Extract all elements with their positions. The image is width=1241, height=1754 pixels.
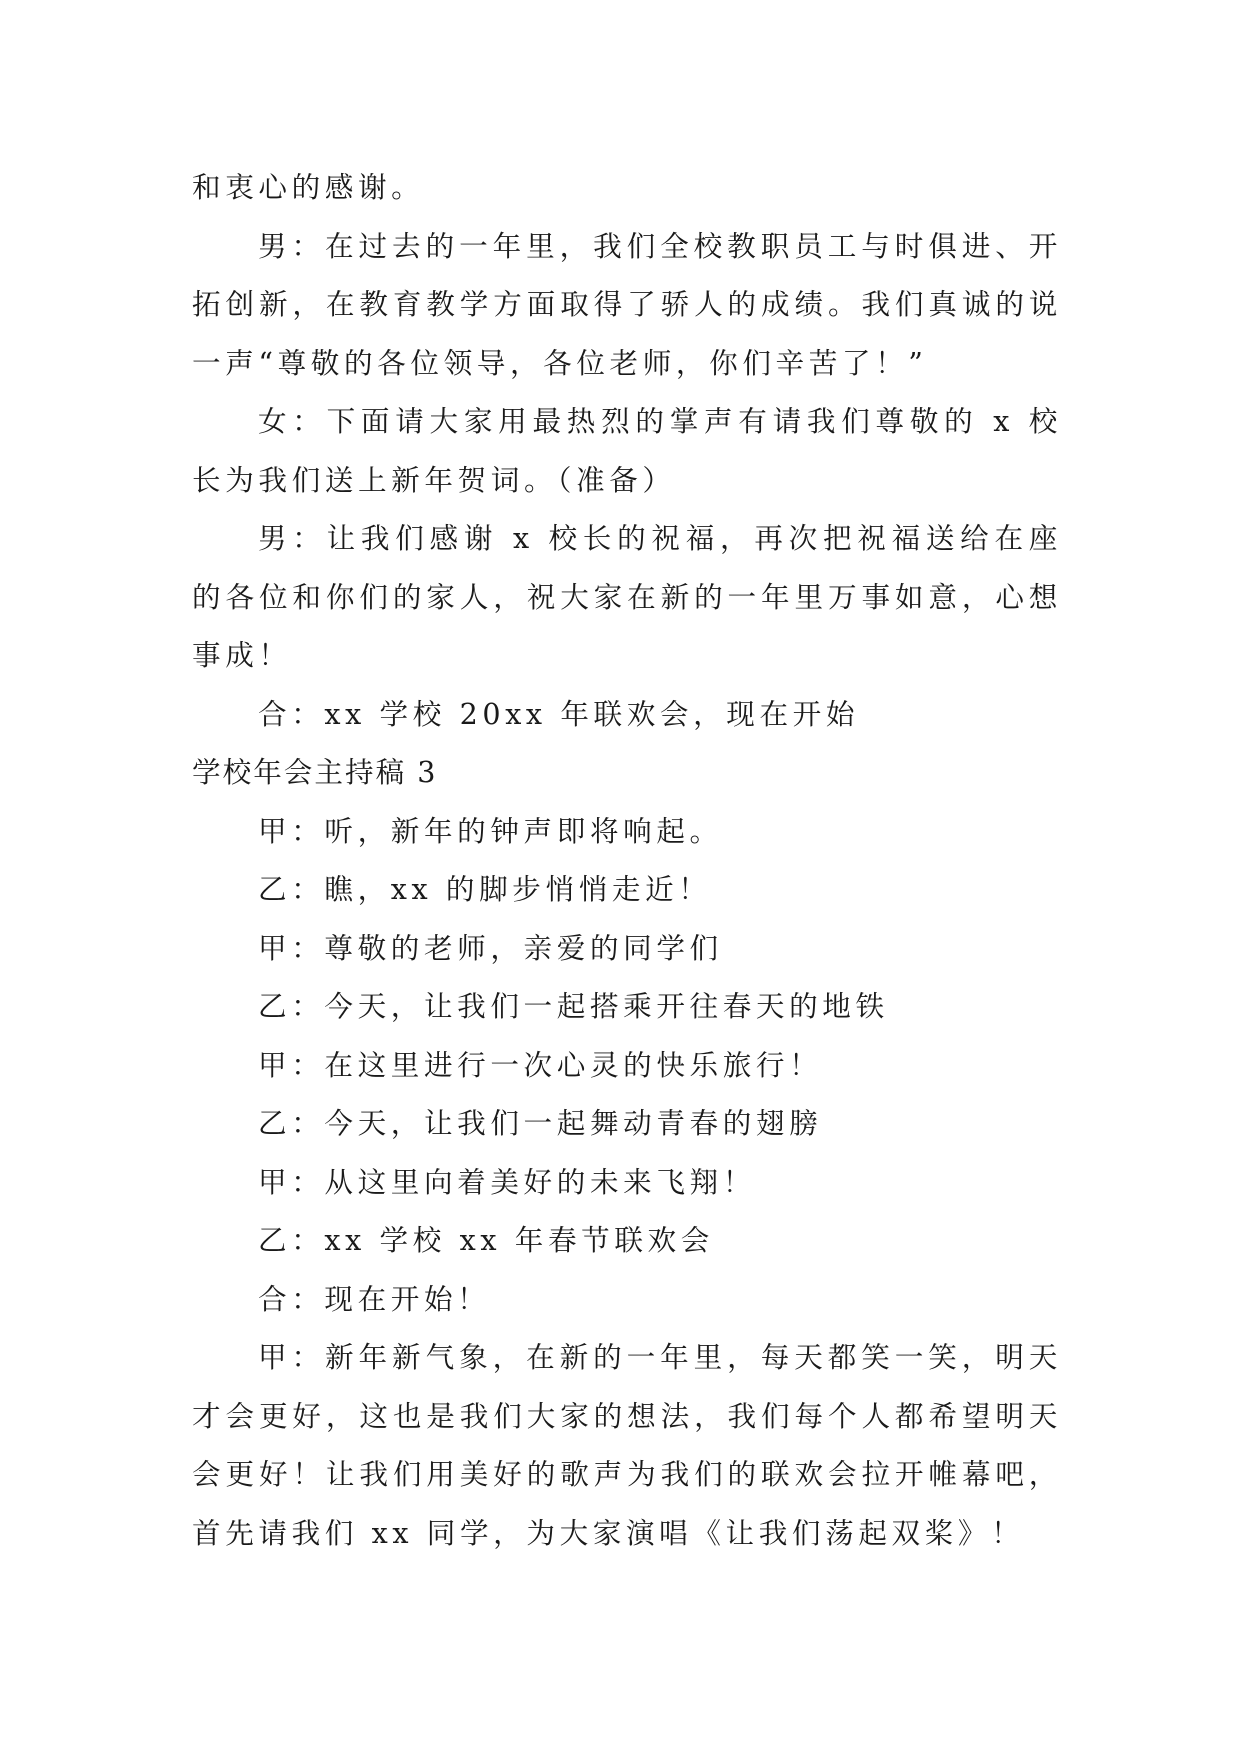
paragraph: 乙：今天，让我们一起搭乘开往春天的地铁 (258, 989, 889, 1023)
paragraph: 乙：今天，让我们一起舞动青春的翅膀 (258, 1106, 823, 1140)
paragraph: 合：xx 学校 20xx 年联欢会，现在开始 (258, 696, 860, 731)
paragraph: 乙：瞧，xx 的脚步悄悄走近！ (258, 872, 712, 906)
paragraph: 甲：新年新气象，在新的一年里，每天都笑一笑，明天才会更好，这也是我们大家的想法，我们每个人都希望明天会更好！让我们用美好的歌声为我们的联欢会拉开帷幕吧，首先请我们 xx 同学，为大家演唱《让我们荡起双桨》！ (192, 1340, 1062, 1550)
paragraph: 甲：尊敬的老师，亲爱的同学们 (258, 930, 723, 965)
paragraph: 和衷心的感谢。 (192, 170, 425, 204)
paragraph: 甲：从这里向着美好的未来飞翔！ (258, 1164, 756, 1199)
paragraph: 甲：在这里进行一次心灵的快乐旅行！ (258, 1047, 823, 1082)
document-page (192, 158, 1062, 1562)
paragraph: 女：下面请大家用最热烈的掌声有请我们尊敬的 x 校长为我们送上新年贺词。（准备） (192, 404, 1062, 497)
paragraph: 合：现在开始！ (258, 1281, 491, 1316)
paragraph: 男：让我们感谢 x 校长的祝福，再次把祝福送给在座的各位和你们的家人，祝大家在新的一年里万事如意，心想事成！ (192, 521, 1062, 672)
paragraph: 甲：听，新年的钟声即将响起。 (258, 813, 723, 848)
paragraph: 乙：xx 学校 xx 年春节联欢会 (258, 1223, 714, 1257)
section-heading: 学校年会主持稿 3 (192, 755, 438, 789)
paragraph: 男：在过去的一年里，我们全校教职员工与时俱进、开拓创新，在教育教学方面取得了骄人的成绩。我们真诚的说一声“尊敬的各位领导，各位老师，你们辛苦了！” (192, 228, 1062, 380)
